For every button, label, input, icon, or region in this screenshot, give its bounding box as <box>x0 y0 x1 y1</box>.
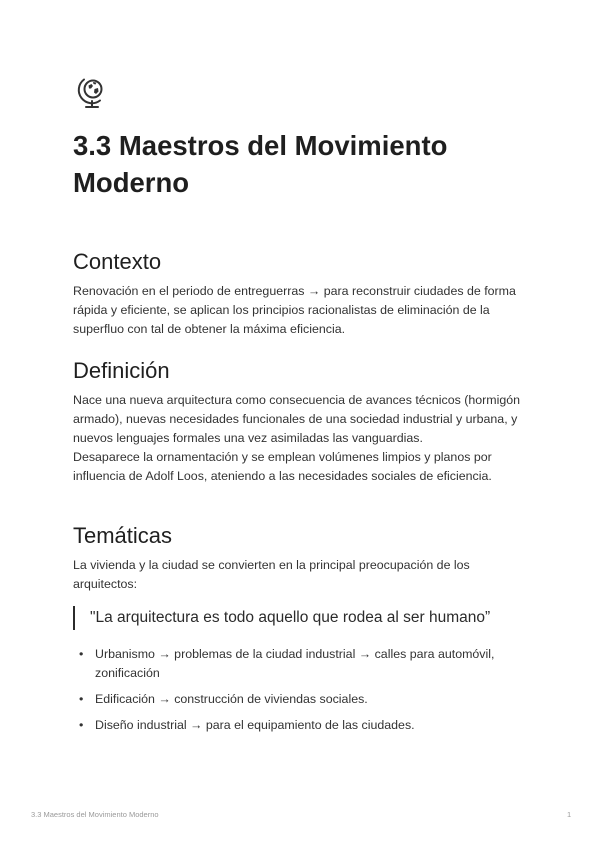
list-item-text: Urbanismo → problemas de la ciudad industrial → calles para automóvil, zonificación <box>95 647 495 680</box>
section-heading-definicion: Definición <box>73 358 170 383</box>
list-item: • Urbanismo → problemas de la ciudad industrial → calles para automóvil, zonificación <box>79 647 495 680</box>
footer-title: 3.3 Maestros del Movimiento Moderno <box>31 810 159 819</box>
definicion-paragraph-2: Desaparece la ornamentación y se emplean volúmenes limpios y planos por influencia de Adolf Loos, ateniendo a las necesidades sociales de eficiencia. <box>73 450 492 483</box>
page-title: 3.3 Maestros del Movimiento Moderno <box>73 130 448 198</box>
bullet-list <box>73 645 533 735</box>
definicion-text <box>73 391 533 486</box>
list-item: • Diseño industrial → para el equipamiento de las ciudades. <box>79 718 415 732</box>
list-item-text: Diseño industrial → para el equipamiento de las ciudades. <box>95 718 415 732</box>
section-heading-contexto: Contexto <box>73 249 162 274</box>
list-item-text: Edificación → construcción de viviendas sociales. <box>95 692 368 706</box>
contexto-text: Renovación en el periodo de entreguerras → para reconstruir ciudades de forma rápida y eficiente, se aplican los principios racionalistas de eliminación de la superfluo con tal de obtener la máxima eficiencia. <box>73 284 516 336</box>
blockquote: "La arquitectura es todo aquello que rodea al ser humano” <box>73 606 490 630</box>
globe-icon <box>76 76 108 110</box>
section-heading-tematicas: Temáticas <box>73 523 173 548</box>
page-number: 1 <box>567 810 572 819</box>
definicion-paragraph-1: Nace una nueva arquitectura como consecuencia de avances técnicos (hormigón armado), nuevas necesidades funcionales de una sociedad industrial y urbana, y nuevos lenguajes formales una vez asimiladas las vanguardias. <box>73 393 521 445</box>
tematicas-text: La vivienda y la ciudad se convierten en la principal preocupación de los arquitectos: <box>73 558 470 591</box>
list-item: • Edificación → construcción de viviendas sociales. <box>79 692 368 706</box>
